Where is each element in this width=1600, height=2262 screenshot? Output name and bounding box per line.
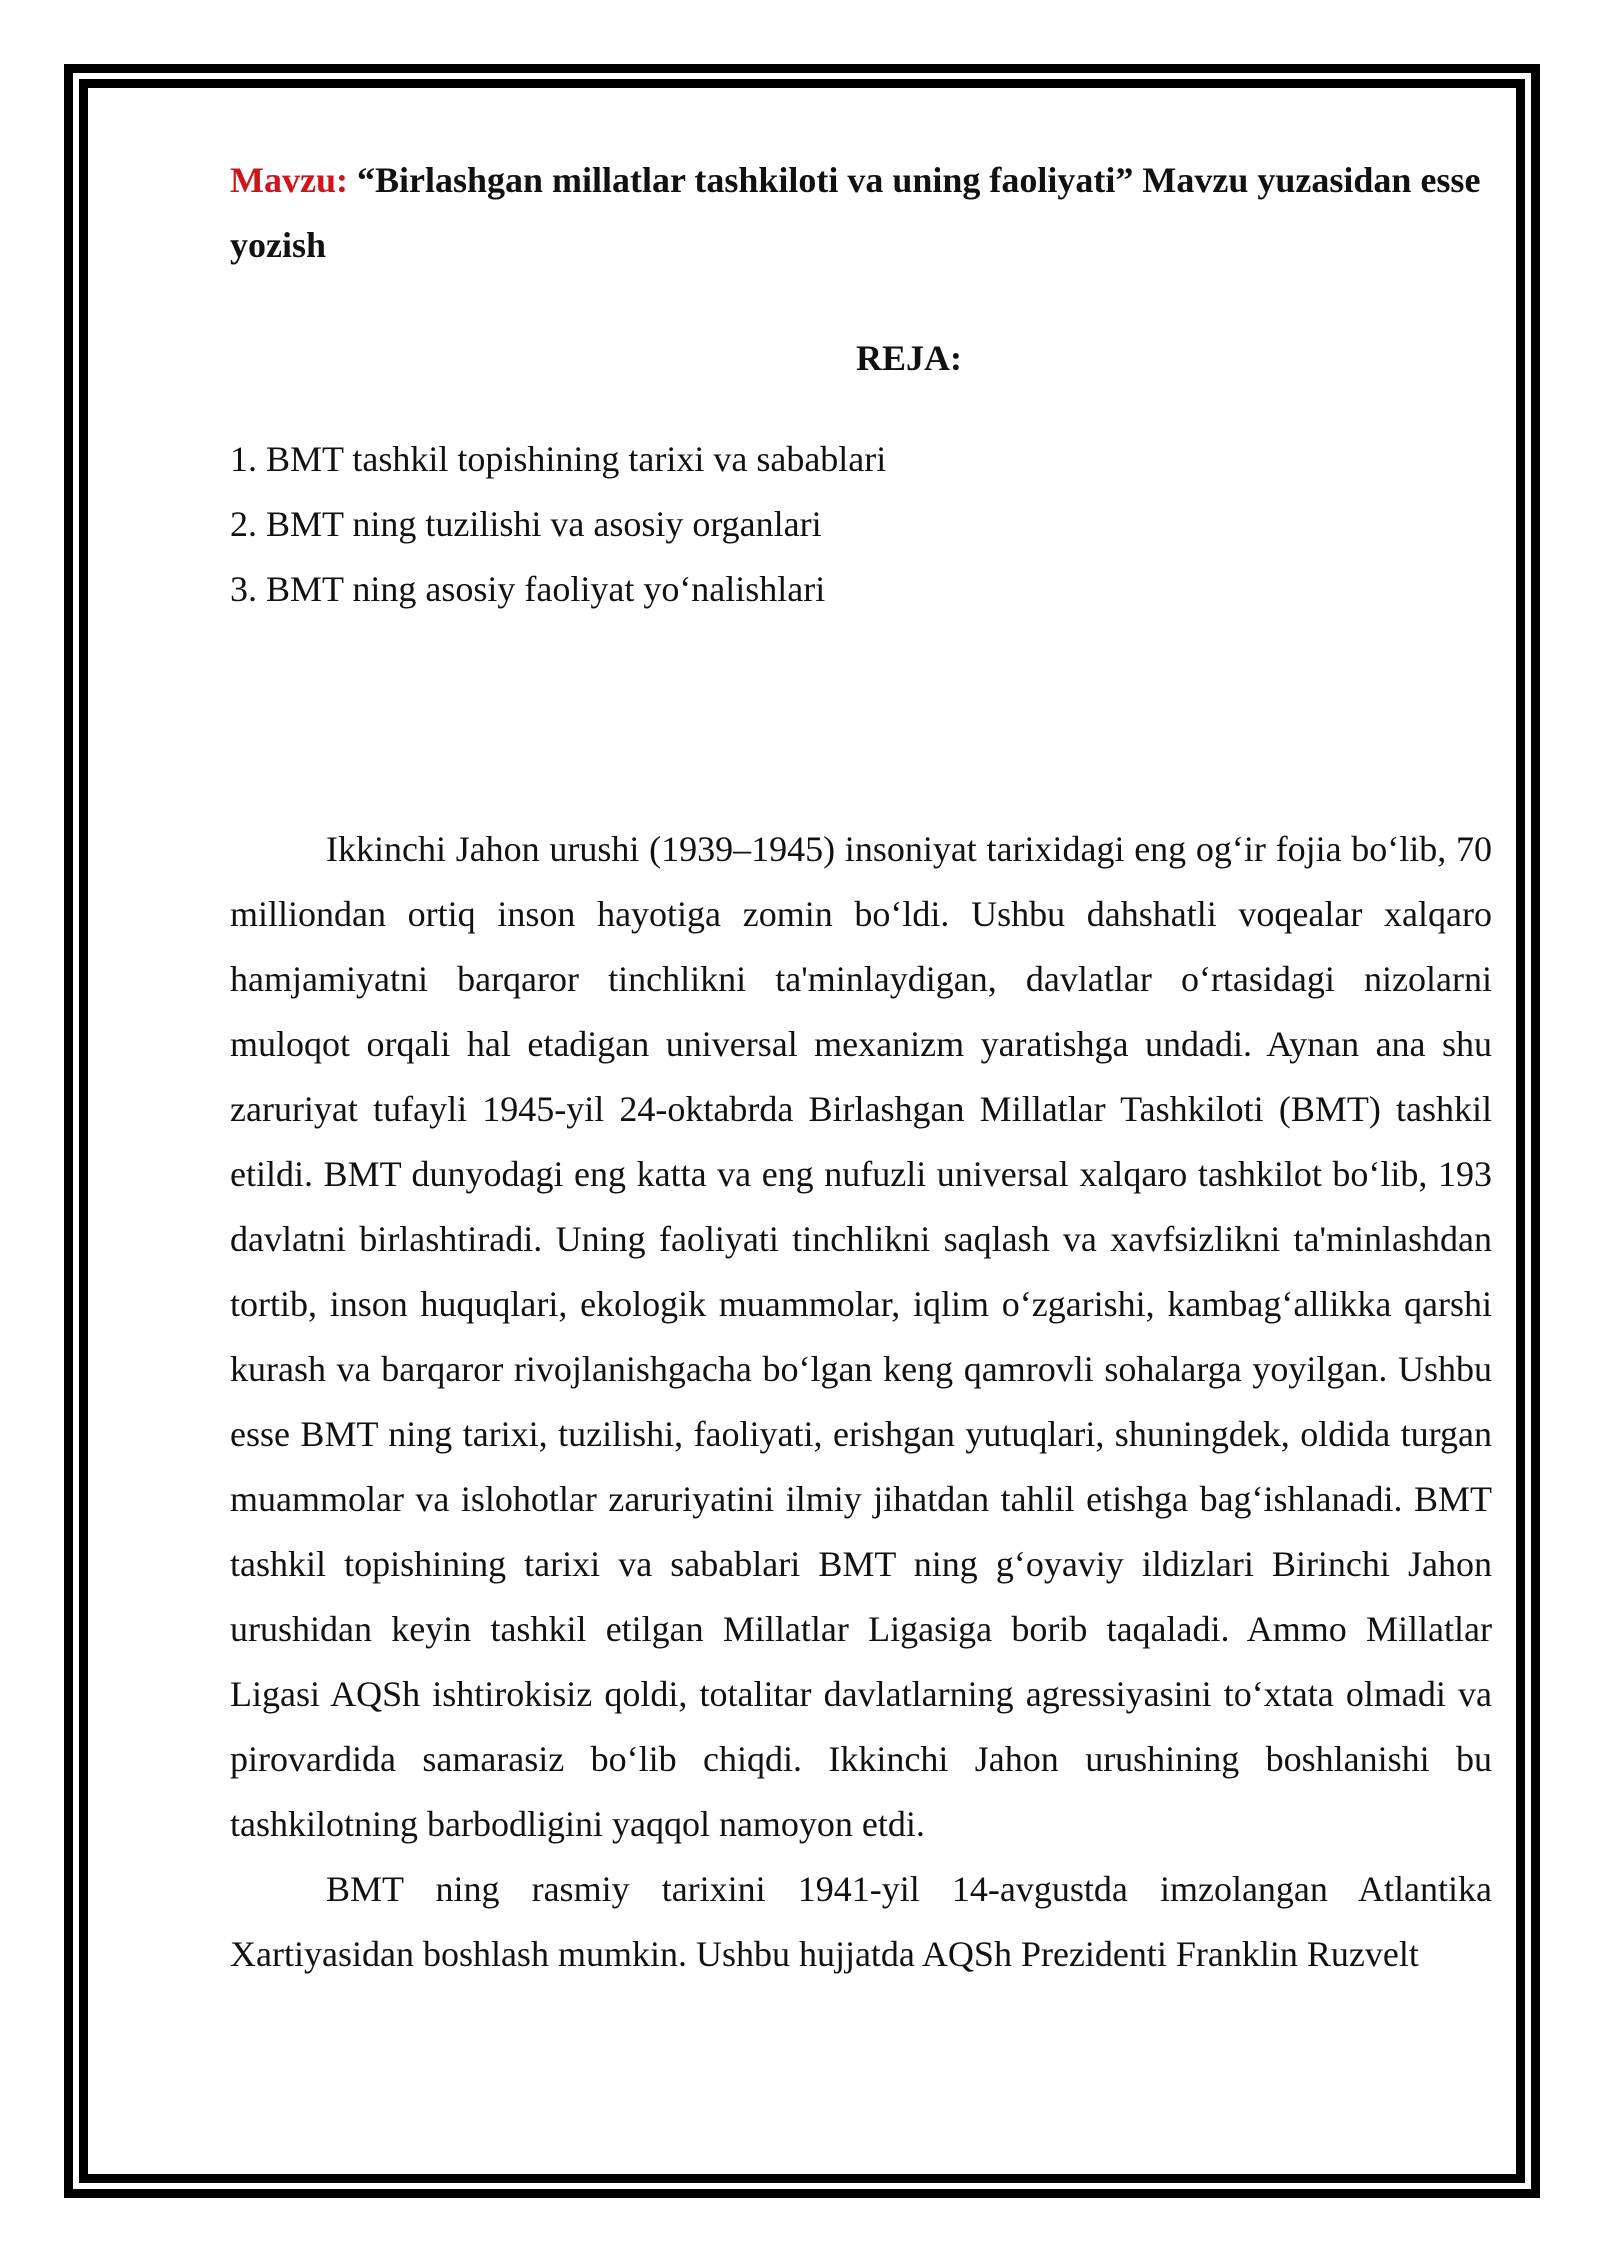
document-title [230,148,1492,278]
document-content [230,148,1492,1987]
plan-item: 1. BMT tashkil topishining tarixi va sabablari [230,439,887,479]
plan-item: 2. BMT ning tuzilishi va asosiy organlari [230,504,822,544]
paragraph: Ikkinchi Jahon urushi (1939–1945) insoniyat tarixidagi eng og‘ir fojia bo‘lib, 70 milliondan ortiq inson hayotiga zomin bo‘ldi. Ushbu dahshatli voqealar xalqaro hamjamiyatni barqaror tinchlikni ta'minlaydigan, davlatlar o‘rtasidagi nizolarni muloqot orqali hal etadigan universal mexanizm yaratishga undadi. Aynan ana shu zaruriyat tufayli 1945-yil 24-oktabrda Birlashgan Millatlar Tashkiloti (BMT) tashkil etildi. BMT dunyodagi eng katta va eng nufuzli universal xalqaro tashkilot bo‘lib, 193 davlatni birlashtiradi. Uning faoliyati tinchlikni saqlash va xavfsizlikni ta'minlashdan tortib, inson huquqlari, ekologik muammolar, iqlim o‘zgarishi, kambag‘allikka qarshi kurash va barqaror rivojlanishgacha bo‘lgan keng qamrovli sohalarga yoyilgan. Ushbu esse BMT ning tarixi, tuzilishi, faoliyati, erishgan yutuqlari, shuningdek, oldida turgan muammolar va islohotlar zaruriyatini ilmiy jihatdan tahlil etishga bag‘ishlanadi. BMT tashkil topishining tarixi va sabablari BMT ning g‘oyaviy ildizlari Birinchi Jahon urushidan keyin tashkil etilgan Millatlar Ligasiga borib taqaladi. Ammo Millatlar Ligasi AQSh ishtirokisiz qoldi, totalitar davlatlarning agressiyasini to‘xtata olmadi va pirovardida samarasiz bo‘lib chiqdi. Ikkinchi Jahon urushining boshlanishi bu tashkilotning barbodligini yaqqol namoyon etdi. [230,829,1492,1844]
plan-item: 3. BMT ning asosiy faoliyat yo‘nalishlari [230,569,826,609]
topic-text: “Birlashgan millatlar tashkiloti va uning faoliyati” Mavzu yuzasidan esse yozish [230,160,1481,265]
plan-list [230,427,1492,622]
topic-label: Mavzu: [230,160,348,200]
essay-body [230,817,1492,1987]
paragraph: BMT ning rasmiy tarixini 1941-yil 14-avgustda imzolangan Atlantika Xartiyasidan boshlash mumkin. Ushbu hujjatda AQSh Prezidenti Franklin Ruzvelt [230,1869,1492,1974]
plan-heading: REJA: [856,338,962,378]
